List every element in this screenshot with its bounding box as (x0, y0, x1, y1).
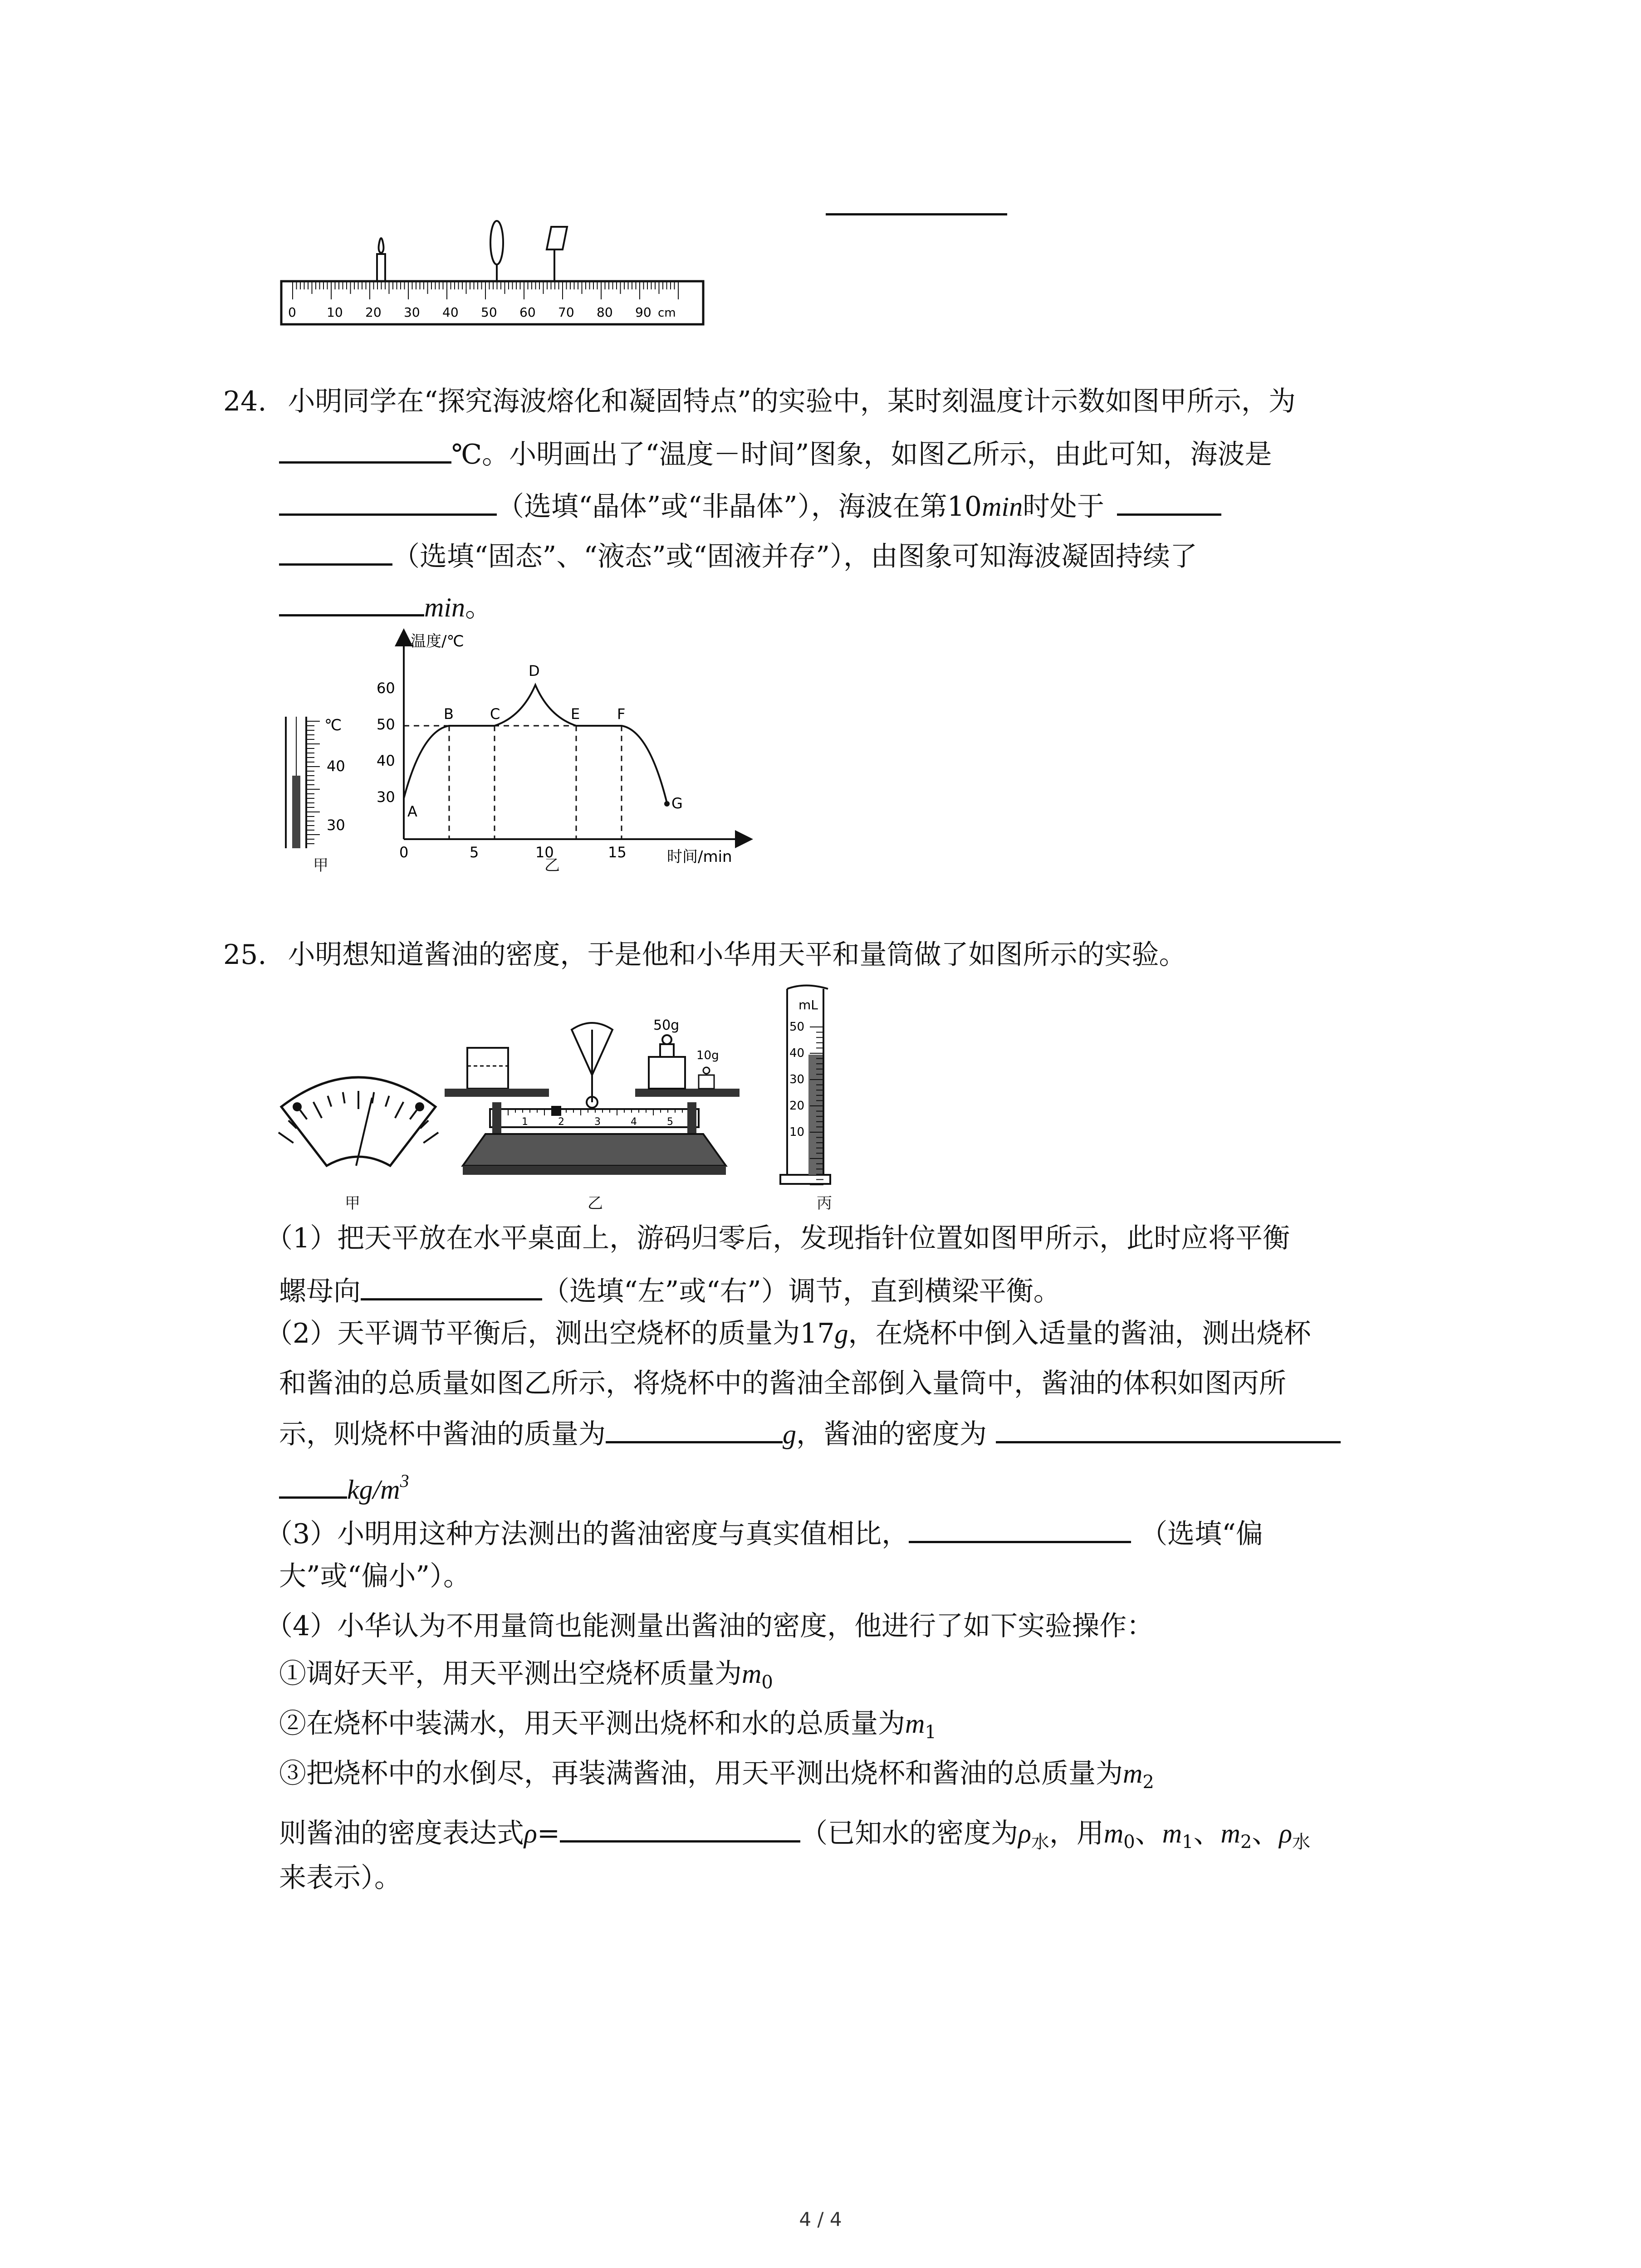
q24-line2: ℃。小明画出了“温度－时间”图象，如图乙所示，由此可知，海波是 (279, 438, 1272, 468)
point-B: B (444, 705, 454, 723)
ruler-tick-label: 80 (597, 305, 613, 320)
y-tick-40: 40 (377, 752, 395, 769)
rider (551, 1106, 561, 1116)
q24-line5: min。 (279, 591, 492, 621)
q24-line4: （选填“固态”、“液态”或“固液并存”），由图象可知海波凝固持续了 (279, 540, 1197, 570)
q25-intro: 25. 小明想知道酱油的密度，于是他和小华用天平和量筒做了如图所示的实验。 (223, 939, 1186, 971)
answer-blank-temperature[interactable] (279, 438, 451, 464)
answer-blank-expression[interactable] (560, 1817, 800, 1843)
q24-line1: 24. 小明同学在“探究海波熔化和凝固特点”的实验中，某时刻温度计示数如图甲所示，为 (223, 386, 1296, 417)
ruler-tick-label: 90 (635, 305, 652, 320)
cyl-tick-50: 50 (789, 1020, 805, 1034)
balance-figure (436, 1012, 753, 1193)
beam-tick-1: 1 (522, 1116, 528, 1128)
q25-step1: ①调好天平，用天平测出空烧杯质量为$m_0$ (279, 1658, 773, 1693)
screen-icon (547, 227, 567, 281)
beam-tick-3: 3 (594, 1116, 601, 1128)
lens-icon (490, 221, 503, 281)
balance-pointer-dial (277, 1057, 440, 1175)
point-E: E (571, 705, 580, 723)
y-tick-50: 50 (377, 716, 395, 733)
page-number: 4 / 4 (799, 2208, 842, 2230)
beam-tick-4: 4 (631, 1116, 637, 1128)
answer-blank-density-b[interactable] (279, 1473, 347, 1499)
x-tick-0: 0 (399, 844, 409, 861)
cylinder-unit: mL (798, 997, 818, 1012)
cyl-tick-10: 10 (789, 1125, 805, 1139)
q25-p3-line2: 大”或“偏小”）。 (279, 1560, 471, 1592)
x-tick-10: 10 (535, 844, 554, 861)
ruler-tick-label: 10 (327, 305, 343, 320)
q25-p1-line2: 螺母向 （选填“左”或“右”）调节，直到横梁平衡。 (279, 1276, 1061, 1307)
ruler-tick-label: 30 (404, 305, 420, 320)
q25-expression: 则酱油的密度表达式ρ= （已知水的密度为$\rho_水$，用$m_0$、$m_1$、$m_2$、$\rho_水$ (279, 1818, 1311, 1853)
oil-level (808, 1055, 823, 1175)
graph-xlabel: 时间/min (667, 848, 732, 866)
answer-blank-state-a[interactable] (1117, 490, 1221, 516)
beam-tick-2: 2 (558, 1116, 564, 1128)
q25-p3-line1: （3）小明用这种方法测出的酱油密度与真实值相比， （选填“偏 (265, 1518, 1263, 1550)
ruler-tick-label: 0 (288, 305, 296, 320)
weight-50g-icon (649, 1035, 685, 1089)
candle-icon (377, 238, 385, 281)
ruler-tick-label: 20 (365, 305, 382, 320)
temperature-curve (404, 685, 667, 803)
thermo-unit: ℃ (324, 716, 342, 734)
weight-10g-label: 10g (696, 1049, 719, 1062)
temperature-time-graph (358, 626, 758, 871)
q25-p1-line1: （1）把天平放在水平桌面上，游码归零后，发现指针位置如图甲所示，此时应将平衡 (265, 1222, 1290, 1254)
beam-tick-5: 5 (667, 1116, 673, 1128)
x-tick-15: 15 (608, 844, 627, 861)
answer-blank-density-a[interactable] (996, 1418, 1341, 1443)
point-G: G (671, 795, 683, 812)
x-tick-5: 5 (470, 844, 479, 861)
ruler-tick-label: 70 (558, 305, 574, 320)
answer-blank-crystal[interactable] (279, 490, 497, 516)
thermometer-figure (281, 708, 358, 857)
q25-p2-line2: 和酱油的总质量如图乙所示，将烧杯中的酱油全部倒入量筒中，酱油的体积如图丙所 (279, 1368, 1286, 1399)
point-F: F (617, 705, 626, 723)
answer-blank-bias[interactable] (909, 1517, 1131, 1543)
caption-jia-24: 甲 (313, 856, 328, 875)
ruler-tick-label: 50 (481, 305, 497, 320)
cyl-tick-20: 20 (789, 1099, 805, 1113)
caption-jia-25: 甲 (345, 1194, 360, 1212)
answer-blank-duration[interactable] (279, 591, 424, 616)
cyl-tick-40: 40 (789, 1046, 805, 1060)
measuring-cylinder-figure (771, 980, 848, 1193)
q25-step2: ②在烧杯中装满水，用天平测出烧杯和水的总质量为$m_1$ (279, 1708, 936, 1743)
weight-50g-label: 50g (653, 1017, 680, 1033)
ruler-tick-label: 60 (519, 305, 536, 320)
q25-p2-line3: 示，则烧杯中酱油的质量为 g，酱油的密度为 (279, 1418, 1341, 1448)
q24-line3: （选填“晶体”或“非晶体”），海波在第10min时处于 (279, 490, 1221, 520)
cyl-tick-30: 30 (789, 1073, 805, 1086)
point-C: C (490, 705, 500, 723)
answer-blank-state-b[interactable] (279, 540, 392, 566)
q25-p2-line4: $kg/m^3$ (279, 1467, 409, 1503)
q25-number: 25. (223, 939, 267, 971)
point-A: A (407, 803, 417, 820)
ruler-unit: cm (658, 306, 676, 320)
q25-p4: （4）小华认为不用量筒也能测量出酱油的密度，他进行了如下实验操作： (265, 1610, 1154, 1642)
caption-bing-25: 丙 (817, 1194, 832, 1212)
beaker-icon (467, 1048, 508, 1089)
point-D: D (529, 662, 540, 679)
answer-blank-prev[interactable] (826, 213, 1007, 215)
q24-number: 24. (223, 386, 267, 417)
thermo-tick-40: 40 (327, 758, 345, 775)
ruler-tick-label: 40 (442, 305, 459, 320)
q25-p2-line1: （2）天平调节平衡后，测出空烧杯的质量为17g，在烧杯中倒入适量的酱油，测出烧杯 (265, 1318, 1311, 1349)
thermo-tick-30: 30 (327, 816, 345, 834)
caption-yi-24: 乙 (544, 856, 560, 875)
answer-blank-oil-mass[interactable] (606, 1418, 783, 1443)
weight-10g-icon (699, 1067, 714, 1089)
y-tick-30: 30 (377, 788, 395, 806)
graph-ylabel: 温度/℃ (411, 632, 464, 650)
optical-bench-figure (277, 218, 708, 327)
caption-yi-25: 乙 (588, 1194, 603, 1212)
q25-step3: ③把烧杯中的水倒尽，再装满酱油，用天平测出烧杯和酱油的总质量为$m_2$ (279, 1758, 1154, 1793)
q25-expression-end: 来表示）。 (279, 1862, 402, 1894)
y-tick-60: 60 (377, 679, 395, 697)
answer-blank-direction[interactable] (361, 1275, 542, 1300)
